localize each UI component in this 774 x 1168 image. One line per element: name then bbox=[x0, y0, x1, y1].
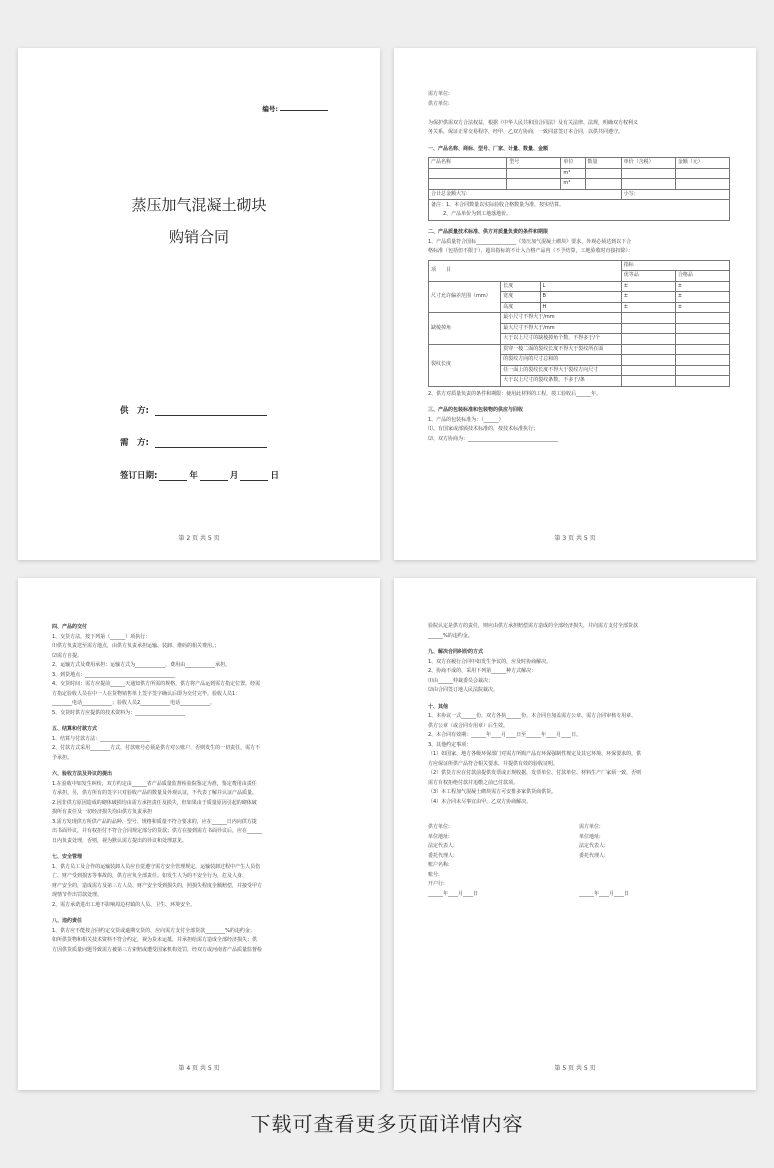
text-line: 2、付款方式采用________方式，付款账号必须是供方对公账户，否则发生的一切责任，需方不 bbox=[52, 745, 261, 751]
section-heading: 六、验收方法及异议的提出 bbox=[52, 771, 113, 777]
note-1: 备注：1、本合同数量以实际验收合格数量为准，按实结算。 bbox=[431, 202, 565, 208]
sec3-line: ⑴、有国家或部颁技术标准的，按技术标准执行； bbox=[428, 426, 539, 432]
index-header: 指标 bbox=[621, 260, 729, 271]
dim-pass: ± bbox=[675, 292, 729, 303]
section-heading: 八、违约责任 bbox=[52, 918, 83, 924]
dim-superior: ± bbox=[621, 292, 675, 303]
text-line: 1、结算与付款方法：____________________ bbox=[52, 735, 151, 742]
text-line: 委托代理人: bbox=[579, 852, 606, 859]
text-line: 1、供方应不能按合同约定交货或逾期交货的，应向需方支付全部货款________%的违约金； bbox=[52, 927, 255, 934]
unit-cell: m³ bbox=[561, 168, 585, 179]
dim-superior: ± bbox=[621, 281, 675, 292]
text-line: （2）供货方应在付款前提供发票或正规收据，发票单位、付款单位、材料生产厂家须一致，否则 bbox=[428, 770, 642, 776]
th-qty: 数量 bbox=[585, 158, 621, 169]
text-line: 供方单位: bbox=[428, 824, 450, 830]
section-2-heading: 二、产品质量技术标准、供方对质量负责的条件和期限 bbox=[428, 229, 549, 235]
text-line: ______年____月____日 bbox=[428, 890, 479, 897]
page-number: 第 3 页 共 5 页 bbox=[554, 535, 596, 542]
text-line: 开户行: bbox=[428, 881, 445, 887]
corner-item: 最大尺寸不得大于/mm bbox=[501, 323, 622, 334]
pass-header: 合格品 bbox=[675, 271, 729, 282]
dim-label: 宽度 bbox=[501, 292, 540, 303]
unit-cell: m³ bbox=[561, 179, 585, 190]
th-product: 产品名称 bbox=[429, 158, 507, 169]
text-line: 2.因非供方原因造成的砌体破损均由需方承担责任及损失，但如果由于质量原因引起的砌体破 bbox=[52, 799, 257, 806]
section-heading: 四、产品的交付 bbox=[52, 624, 88, 630]
contract-page-3 bbox=[394, 48, 756, 560]
page-4-body bbox=[52, 616, 354, 955]
section-heading: 七、安全管理 bbox=[52, 854, 83, 860]
text-line: 供方公章（或合同专用章）后生效。 bbox=[428, 722, 509, 729]
contract-number bbox=[262, 104, 328, 113]
text-line: 需方单位: bbox=[579, 824, 601, 830]
dim-symbol: B bbox=[540, 292, 621, 303]
text-line: 1、交货方法，按下列第（______）项执行： bbox=[52, 633, 151, 640]
text-line: 务关系，保证正常交易程序，经甲、乙双方协商，一致同意签订本合同，以供共同遵守。 bbox=[428, 129, 624, 135]
text-line: （1）如国家、地方各级环保部门对需方所购产品有环保强制性规定及其它环境、环保要求的，供 bbox=[428, 751, 642, 757]
text-line: 现情节作出罚款处理。 bbox=[52, 892, 103, 898]
text-line: 为保护供需双方合法权益，根据《中华人民共和国合同法》及有关法律、法规，明确双方权利义 bbox=[428, 119, 639, 126]
text-line: 1.在验收中如发生纠纷，双方约定由______省产品质量监督检验院鉴定为准，鉴定费用由责任 bbox=[52, 780, 257, 787]
dim-pass: ± bbox=[675, 302, 729, 313]
text-line: 方指定验收人员在中一人在货物销售单上签字签字确认后即为交付完毕。验收人员1： bbox=[52, 690, 241, 697]
text-line: 方承担。另，供方所有的签字只对验收产品的数量及外观认证，不代表了解并认证产品质量。 bbox=[52, 790, 258, 796]
year-label: 年 bbox=[189, 471, 198, 481]
text-line: ⑵由合同签订地人民法院裁决。 bbox=[428, 687, 499, 693]
sec2-line: 1、产品质量符合国标________________《蒸压加气混凝土砌块》要求，外观必须达到以下合 bbox=[428, 238, 632, 245]
buyer-field bbox=[120, 436, 267, 448]
buyer-label: 需 方: bbox=[120, 438, 149, 448]
sign-date-label: 签订日期: bbox=[120, 471, 158, 481]
text-line: 1、双方在履行合同中如发生争议的，应及时协商解决。 bbox=[428, 658, 552, 665]
text-line: 2、本合同有效期：______年____月____日至______年____月____日。 bbox=[428, 732, 582, 738]
sec3-line: 1、产品的包装标准为：（______） bbox=[428, 416, 504, 423]
text-line bbox=[428, 109, 730, 119]
crack-item: 任一面上的裂纹长度不得大于裂纹方向尺寸 bbox=[501, 365, 622, 376]
dim-pass: ± bbox=[675, 281, 729, 292]
text-line: 账户名称: bbox=[428, 862, 450, 868]
text-line: 1、供方员工及合作的运输装卸人员应自觉遵守需方安全管理规定，运输装卸过程中产生人员伤 bbox=[52, 863, 261, 870]
size-row-label: 尺寸允许偏差范围（mm） bbox=[429, 281, 501, 313]
text-line: 2、协商不成的，采用下列第______种方式解决： bbox=[428, 668, 537, 674]
text-line: 亡、财产受到损害等事故的，供方应负全部责任。如发生人为的不安全行为，危及人身、 bbox=[52, 873, 248, 879]
note-2: 2、产品单价为到工地落地价。 bbox=[443, 211, 512, 217]
quality-table bbox=[428, 260, 730, 387]
text-line: 方因供货质量问题导致需方被第三方索赔或遭受国家机构处罚，经双方或河南省产品质量监督检 bbox=[52, 946, 263, 953]
dim-symbol: L bbox=[540, 281, 621, 292]
sign-date-field bbox=[120, 469, 279, 481]
page-5-body bbox=[428, 622, 730, 807]
supplier-field bbox=[120, 404, 267, 416]
cover-title-line1: 蒸压加气混凝土砌块 bbox=[131, 196, 267, 214]
text-line: 委托代理人: bbox=[428, 852, 455, 859]
text-line: 需方有权拒绝付款并追缴之前已付款项。 bbox=[428, 779, 519, 786]
crack-item: 的裂纹方向的尺寸总和的 bbox=[501, 355, 622, 366]
page-number: 第 4 页 共 5 页 bbox=[178, 1065, 220, 1072]
text-line: ________电话____________；验收人员2____________电话____________。 bbox=[52, 700, 216, 706]
text-line: ______年____月____日 bbox=[579, 890, 630, 897]
section-heading: 五、结算和付款方式 bbox=[52, 726, 98, 732]
corner-row-label: 缺棱掉角 bbox=[429, 313, 501, 345]
text-line: 如所供货物和相关技术资料不符合约定，视为货未运抵，并承担给需方造成全部经济损失；供 bbox=[52, 937, 258, 943]
buyer-signature bbox=[579, 823, 730, 899]
crack-item: 大于以上尺寸的裂纹条数，不多于/条 bbox=[501, 376, 622, 387]
crack-row-label: 裂纹长度 bbox=[429, 344, 501, 386]
text-line: 2、需方承诺进出工地不影响周边村镇的人员、卫生、环境安全。 bbox=[52, 901, 196, 908]
intro-lines bbox=[428, 90, 730, 138]
sec3-line: ⑵、双方协商为：____________________________________ bbox=[428, 435, 559, 442]
text-line: 需方单位: bbox=[428, 91, 450, 97]
text-line: 3、其他约定事项： bbox=[428, 741, 472, 748]
text-line: （3）本工程加气混凝土砌块需方可安排多家供货商供货。 bbox=[428, 789, 557, 795]
text-line bbox=[579, 871, 730, 881]
total-small: 小写: bbox=[621, 189, 729, 200]
item-header: 项 目 bbox=[429, 260, 622, 281]
text-line: 单位地址: bbox=[428, 833, 450, 840]
text-line bbox=[579, 861, 730, 871]
th-price: 单价（含税） bbox=[621, 158, 675, 169]
crack-item: 贯穿一棱二面的裂纹长度不得大于裂纹所在面 bbox=[501, 344, 622, 355]
contract-number-label: 编号: bbox=[262, 105, 278, 113]
text-line bbox=[579, 880, 730, 890]
text-line: 予承担。 bbox=[52, 754, 73, 761]
page-number: 第 2 页 共 5 页 bbox=[178, 535, 220, 542]
text-line: 方应保证所供产品符合相关要求，并提供有效的验收证明。 bbox=[428, 760, 559, 767]
text-line: ⑴供方负责送至需方地点，由供方负责承担运输、装卸、堆码的相关费用。； bbox=[52, 643, 220, 649]
product-table bbox=[428, 157, 730, 221]
section-3-heading: 三、产品的包装标准和包装物的供应与回收 bbox=[428, 407, 524, 413]
text-line: 出书面异议，并有权拒付不符合合同规定部分的货款；供方在接到需方书面异议后，应在______ bbox=[52, 828, 263, 834]
sec2-line: 格标准（包括但不限于），超出指标的不计入合格产品内（不予结算，工地验收时直接扣除）： bbox=[428, 248, 634, 254]
cover-title-line2: 购销合同 bbox=[168, 228, 229, 246]
supplier-signature bbox=[428, 823, 579, 899]
text-line: 日内负责处理，否则，视为默认需方提出的异议和处理意见。 bbox=[52, 837, 188, 844]
text-line: 法定代表人: bbox=[428, 843, 455, 849]
text-line: ______%的违约金。 bbox=[428, 632, 473, 639]
dim-superior: ± bbox=[621, 302, 675, 313]
contract-page-5 bbox=[394, 578, 756, 1090]
text-line: （4）本合同未尽事宜由甲、乙双方协商解决。 bbox=[428, 798, 532, 805]
superior-header: 优等品 bbox=[621, 271, 675, 282]
text-line: 5、交货时供方应提供的技术资料为：____________________ bbox=[52, 709, 186, 716]
text-line: 4、交货时间：需方应提前______天通知供方所需的规格，供方将产品运到需方指定位置，经需 bbox=[52, 681, 261, 687]
th-amount: 金额（元） bbox=[675, 158, 729, 169]
supplier-label: 供 方: bbox=[120, 406, 149, 416]
download-prompt: 下载可查看更多页面详情内容 bbox=[250, 1112, 524, 1136]
day-label: 日 bbox=[270, 471, 279, 481]
cover-page bbox=[18, 48, 380, 560]
section-1-heading: 一、产品名称、商标、型号、厂家、计量、数量、金额 bbox=[428, 145, 549, 152]
th-unit: 单位 bbox=[561, 158, 585, 169]
text-line: 单位地址: bbox=[579, 833, 601, 840]
month-label: 月 bbox=[229, 471, 239, 481]
text-line: ⑴由______仲裁委员会裁决； bbox=[428, 677, 494, 684]
corner-item: 大于以上尺寸的缺棱掉角个数，不得多于/个 bbox=[501, 334, 622, 345]
text-line: 3.需方发现供方所供产品的品种、型号、规格和质量不符合要求的，应在______日内向供方提 bbox=[52, 818, 257, 825]
text-line: 财产安全的，造成需方及第三方人员、财产安全受到损失的，照损失程度全额赔偿，并接受甲方 bbox=[52, 882, 263, 889]
sec2-tail: 2、供方对质量负责的条件和期限：使用此材料的工程，竣工验收后______年。 bbox=[428, 390, 602, 397]
text-line: 供方单位: bbox=[428, 100, 450, 107]
text-line: ⑵需方自提。 bbox=[52, 652, 83, 659]
th-model: 型号 bbox=[507, 158, 561, 169]
text-line: 损所有责任及一切经济损失均由供方负责承担 bbox=[52, 809, 153, 815]
contract-page-4 bbox=[18, 578, 380, 1090]
dim-label: 长度 bbox=[501, 281, 540, 292]
text-line: 法定代表人: bbox=[579, 843, 606, 849]
corner-item: 最小尺寸不得大于/mm bbox=[501, 313, 622, 324]
section-heading: 十、其他 bbox=[428, 703, 449, 710]
text-line: 3、到货地点：____________________________________ bbox=[52, 671, 176, 678]
signature-block bbox=[428, 823, 730, 899]
dim-symbol: H bbox=[540, 302, 621, 313]
text-line: 验院认定是供方的责任，则应由供方承担赔偿需方造成的全部经济损失，并向需方支付全部货款 bbox=[428, 623, 639, 629]
text-line: 1、本协议一式______份，双方各执______份，本合同自加盖需方公章、需方合同审核专用章、 bbox=[428, 713, 637, 719]
total-big: 合计总金额大写: bbox=[429, 189, 622, 200]
text-line: 2、运输方式及费用承担：运输方式为____________，费用由____________承担。 bbox=[52, 662, 231, 668]
text-line: 账号: bbox=[428, 871, 440, 878]
page-number: 第 5 页 共 5 页 bbox=[554, 1065, 596, 1072]
section-heading: 九、解决合同纠纷的方式 bbox=[428, 649, 484, 655]
dim-label: 高度 bbox=[501, 302, 540, 313]
